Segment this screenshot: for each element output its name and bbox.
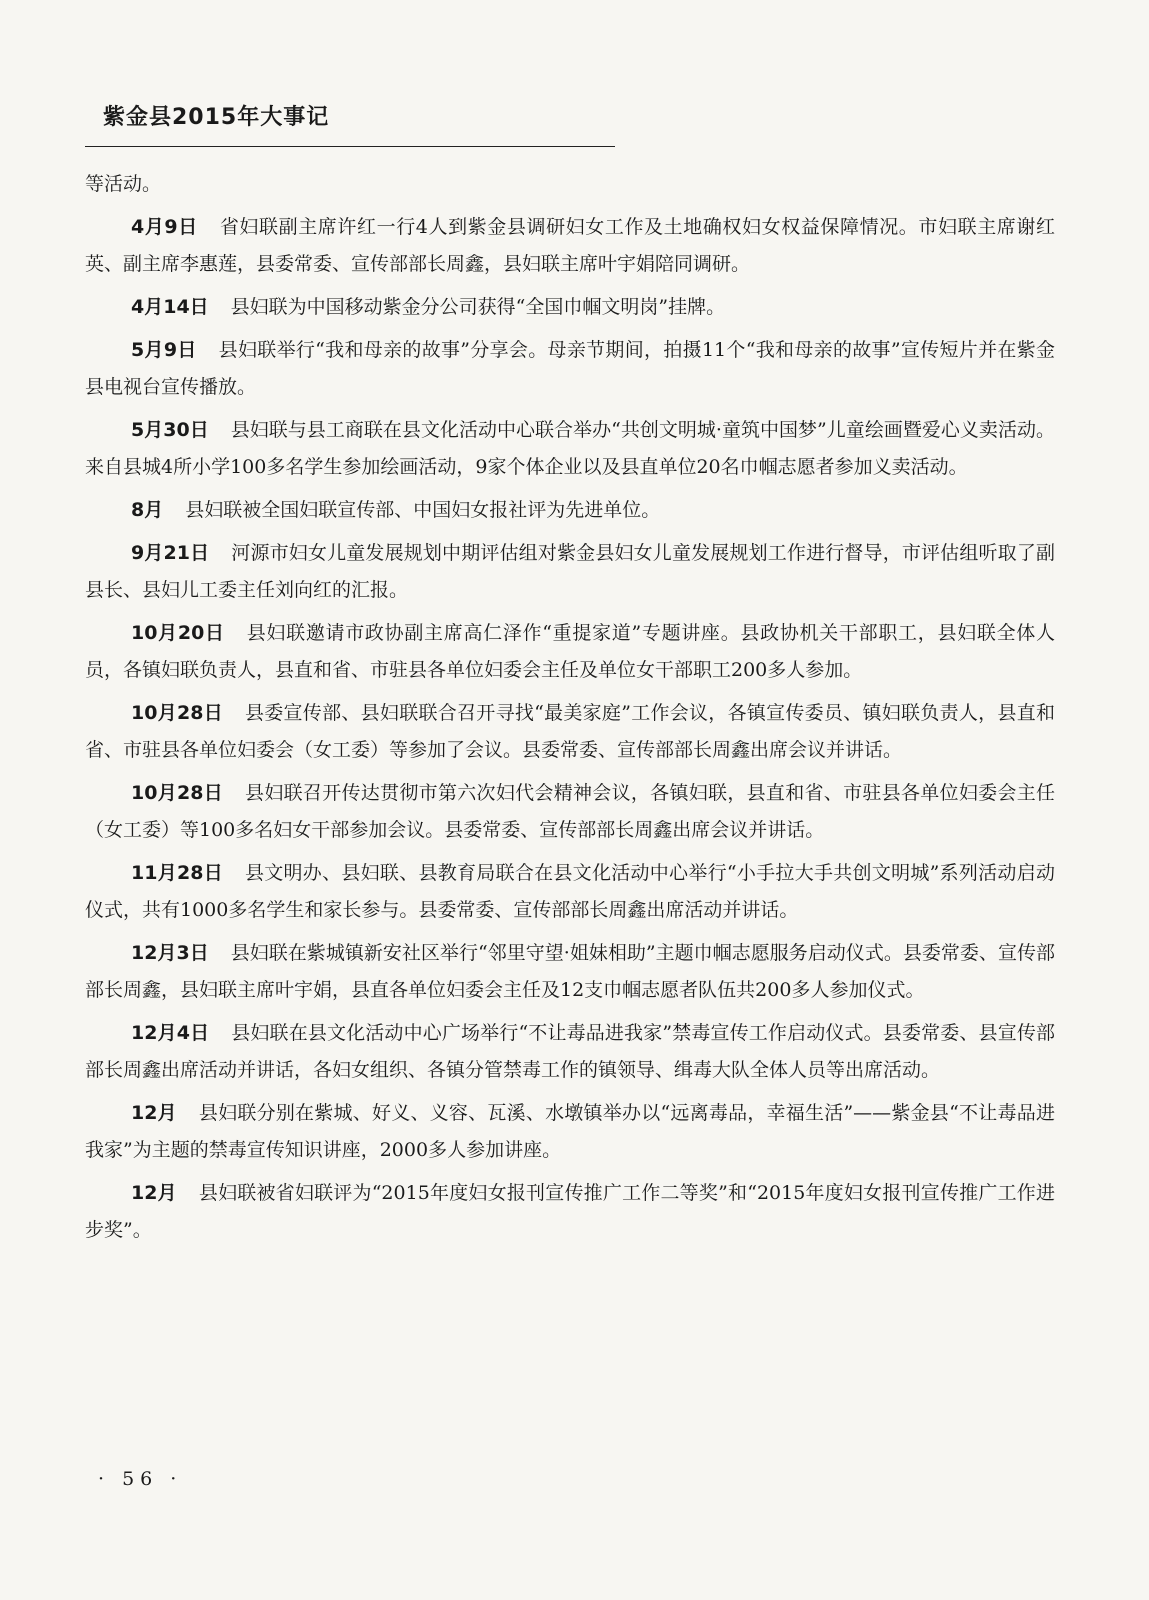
entry-date: 8月 bbox=[131, 499, 164, 521]
entry-date: 10月28日 bbox=[131, 782, 224, 804]
entry-date: 12月3日 bbox=[131, 942, 209, 964]
entry-text: 县妇联召开传达贯彻市第六次妇代会精神会议，各镇妇联，县直和省、市驻县各单位妇委会主任（女工委）等100多名妇女干部参加会议。县委常委、宣传部部长周鑫出席会议并讲话。 bbox=[85, 782, 1055, 841]
entry-date: 11月28日 bbox=[131, 862, 223, 884]
chronicle-entry bbox=[85, 492, 1055, 529]
entry-text: 县妇联与县工商联在县文化活动中心联合举办“共创文明城·童筑中国梦”儿童绘画暨爱心义卖活动。来自县城4所小学100多名学生参加绘画活动，9家个体企业以及县直单位20名巾帼志愿者参加义卖活动。 bbox=[85, 419, 1055, 478]
chronicle-entry bbox=[85, 775, 1055, 849]
entry-text: 县妇联为中国移动紫金分公司获得“全国巾帼文明岗”挂牌。 bbox=[230, 296, 726, 318]
entry-text: 县妇联被省妇联评为“2015年度妇女报刊宣传推广工作二等奖”和“2015年度妇女报刊宣传推广工作进步奖”。 bbox=[85, 1182, 1055, 1241]
entry-date: 5月9日 bbox=[131, 339, 197, 361]
header-rule bbox=[85, 146, 615, 147]
entry-date: 12月 bbox=[131, 1182, 177, 1204]
entry-text: 县妇联在县文化活动中心广场举行“不让毒品进我家”禁毒宣传工作启动仪式。县委常委、县宣传部部长周鑫出席活动并讲话，各妇女组织、各镇分管禁毒工作的镇领导、缉毒大队全体人员等出席活动。 bbox=[85, 1022, 1055, 1081]
entry-text: 县妇联举行“我和母亲的故事”分享会。母亲节期间，拍摄11个“我和母亲的故事”宣传短片并在紫金县电视台宣传播放。 bbox=[85, 339, 1055, 398]
entry-date: 12月 bbox=[131, 1102, 177, 1124]
chronicle-entry bbox=[85, 289, 1055, 326]
entry-text: 县妇联分别在紫城、好义、义容、瓦溪、水墩镇举办以“远离毒品，幸福生活”——紫金县“不让毒品进我家”为主题的禁毒宣传知识讲座，2000多人参加讲座。 bbox=[85, 1102, 1055, 1161]
entry-date: 4月9日 bbox=[131, 216, 198, 238]
chronicle-entry bbox=[85, 695, 1055, 769]
page-number: · 56 · bbox=[98, 1468, 183, 1490]
entry-text: 省妇联副主席许红一行4人到紫金县调研妇女工作及土地确权妇女权益保障情况。市妇联主席谢红英、副主席李惠莲，县委常委、宣传部部长周鑫，县妇联主席叶宇娟陪同调研。 bbox=[85, 216, 1055, 275]
entry-text: 县文明办、县妇联、县教育局联合在县文化活动中心举行“小手拉大手共创文明城”系列活动启动仪式，共有1000多名学生和家长参与。县委常委、宣传部部长周鑫出席活动并讲话。 bbox=[85, 862, 1055, 921]
entry-date: 12月4日 bbox=[131, 1022, 210, 1044]
chronicle-entry bbox=[85, 332, 1055, 406]
entry-text: 县妇联在紫城镇新安社区举行“邻里守望·姐妹相助”主题巾帼志愿服务启动仪式。县委常委、宣传部部长周鑫，县妇联主席叶宇娟，县直各单位妇委会主任及12支巾帼志愿者队伍共200多人参加仪式。 bbox=[85, 942, 1055, 1001]
entry-text: 县妇联邀请市政协副主席高仁泽作“重提家道”专题讲座。县政协机关干部职工，县妇联全体人员，各镇妇联负责人，县直和省、市驻县各单位妇委会主任及单位女干部职工200多人参加。 bbox=[85, 622, 1055, 681]
chronicle-entry bbox=[85, 412, 1055, 486]
chronicle-entry bbox=[85, 615, 1055, 689]
continuation-text: 等活动。 bbox=[85, 173, 162, 195]
chronicle-body bbox=[85, 166, 1055, 1255]
entry-text: 河源市妇女儿童发展规划中期评估组对紫金县妇女儿童发展规划工作进行督导，市评估组听取了副县长、县妇儿工委主任刘向红的汇报。 bbox=[85, 542, 1055, 601]
entry-date: 4月14日 bbox=[131, 296, 209, 318]
entry-list bbox=[85, 209, 1055, 1249]
chronicle-entry bbox=[85, 1095, 1055, 1169]
entry-date: 10月28日 bbox=[131, 702, 223, 724]
chronicle-entry bbox=[85, 1175, 1055, 1249]
entry-date: 9月21日 bbox=[131, 542, 210, 564]
chronicle-entry bbox=[85, 855, 1055, 929]
chronicle-entry bbox=[85, 1015, 1055, 1089]
chronicle-entry bbox=[85, 535, 1055, 609]
entry-text: 县妇联被全国妇联宣传部、中国妇女报社评为先进单位。 bbox=[185, 499, 661, 521]
entry-text: 县委宣传部、县妇联联合召开寻找“最美家庭”工作会议，各镇宣传委员、镇妇联负责人，县直和省、市驻县各单位妇委会（女工委）等参加了会议。县委常委、宣传部部长周鑫出席会议并讲话。 bbox=[85, 702, 1055, 761]
chronicle-entry bbox=[85, 209, 1055, 283]
entry-date: 5月30日 bbox=[131, 419, 209, 441]
chronicle-entry bbox=[85, 935, 1055, 1009]
entry-date: 10月20日 bbox=[131, 622, 225, 644]
running-header-title: 紫金县2015年大事记 bbox=[103, 105, 330, 130]
